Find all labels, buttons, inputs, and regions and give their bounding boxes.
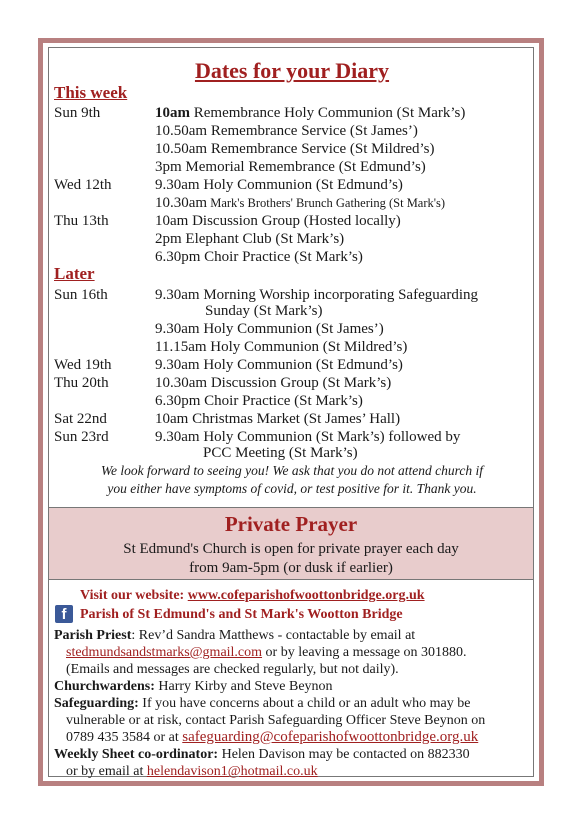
- day-label: Wed 12th: [54, 177, 112, 193]
- prayer-title: Private Prayer: [224, 512, 358, 536]
- this-week-heading: This week: [54, 83, 128, 102]
- page-title: Dates for your Diary: [194, 58, 390, 83]
- day-label: Wed 19th: [54, 357, 112, 373]
- day-label: Sun 23rd: [54, 429, 109, 445]
- event-item: 11.15am Holy Communion (St Mildred’s): [155, 339, 408, 355]
- safeguarding-line: vulnerable or at risk, contact Parish Safeguarding Officer Steve Beynon on: [66, 713, 486, 728]
- priest-line: stedmundsandstmarks@gmail.com or by leaving a message on 301880.: [66, 645, 467, 660]
- website-link[interactable]: www.cofeparishofwoottonbridge.org.uk: [187, 588, 425, 603]
- sheet-line: or by email at helendavison1@hotmail.co.uk: [66, 764, 318, 779]
- event-item: 9.30am Holy Communion (St Edmund’s): [155, 177, 403, 193]
- day-label: Sun 9th: [54, 105, 101, 121]
- event-item: 9.30am Morning Worship incorporating Safeguarding: [155, 287, 479, 303]
- event-item: 10am Discussion Group (Hosted locally): [155, 213, 401, 229]
- event-item: 10.50am Remembrance Service (St Mildred’s): [155, 141, 435, 157]
- sheet-email-link[interactable]: helendavison1@hotmail.co.uk: [146, 764, 318, 779]
- sheet-line: Weekly Sheet co-ordinator: Helen Davison may be contacted on 882330: [54, 747, 470, 762]
- event-item: 3pm Memorial Remembrance (St Edmund’s): [155, 159, 426, 175]
- private-prayer-box: [49, 507, 533, 580]
- day-label: Thu 20th: [54, 375, 109, 391]
- event-item: 9.30am Holy Communion (St James’): [155, 321, 384, 337]
- covid-note: We look forward to seeing you! We ask that you do not attend church if you either have symptoms of covid, or test positive for it. Thank you.: [101, 463, 483, 496]
- event-item: 10.30am Discussion Group (St Mark’s): [155, 375, 392, 391]
- event-item: 10.50am Remembrance Service (St James’): [155, 123, 418, 139]
- event-item: Sunday (St Mark’s): [205, 303, 323, 319]
- event-item: 10am Christmas Market (St James’ Hall): [155, 411, 401, 427]
- day-label: Sun 16th: [54, 287, 108, 303]
- event-item: PCC Meeting (St Mark’s): [203, 445, 358, 461]
- event-item: 10.30am Mark's Brothers' Brunch Gathering (St Mark's): [155, 195, 446, 211]
- priest-email-link[interactable]: stedmundsandstmarks@gmail.com: [66, 645, 263, 660]
- priest-line: (Emails and messages are checked regularly, but not daily).: [66, 662, 399, 677]
- safeguarding-email-link[interactable]: safeguarding@cofeparishofwoottonbridge.org.uk: [182, 729, 479, 745]
- event-item: 6.30pm Choir Practice (St Mark’s): [155, 249, 363, 265]
- event-item: 9.30am Holy Communion (St Edmund’s): [155, 357, 403, 373]
- day-label: Thu 13th: [54, 213, 109, 229]
- prayer-line: St Edmund's Church is open for private prayer each day: [123, 541, 459, 557]
- event-item: 10am Remembrance Holy Communion (St Mark’s): [155, 105, 466, 121]
- website-line: Visit our website: www.cofeparishofwoottonbridge.org.uk: [80, 588, 425, 603]
- safeguarding-line: 0789 435 3584 or at safeguarding@cofeparishofwoottonbridge.org.uk: [66, 729, 479, 745]
- facebook-link[interactable]: Parish of St Edmund's and St Mark's Wootton Bridge: [80, 607, 403, 622]
- prayer-line: from 9am-5pm (or dusk if earlier): [189, 560, 393, 576]
- later-heading: Later: [54, 264, 95, 283]
- event-item: 9.30am Holy Communion (St Mark’s) followed by: [155, 429, 461, 445]
- day-label: Sat 22nd: [54, 411, 107, 427]
- event-item: 6.30pm Choir Practice (St Mark’s): [155, 393, 363, 409]
- wardens-line: Churchwardens: Harry Kirby and Steve Beynon: [54, 679, 333, 694]
- safeguarding-line: Safeguarding: If you have concerns about a child or an adult who may be: [54, 696, 471, 711]
- event-item: 2pm Elephant Club (St Mark’s): [155, 231, 345, 247]
- facebook-icon[interactable]: f: [55, 605, 73, 623]
- priest-line: Parish Priest: Rev’d Sandra Matthews - contactable by email at: [54, 628, 416, 643]
